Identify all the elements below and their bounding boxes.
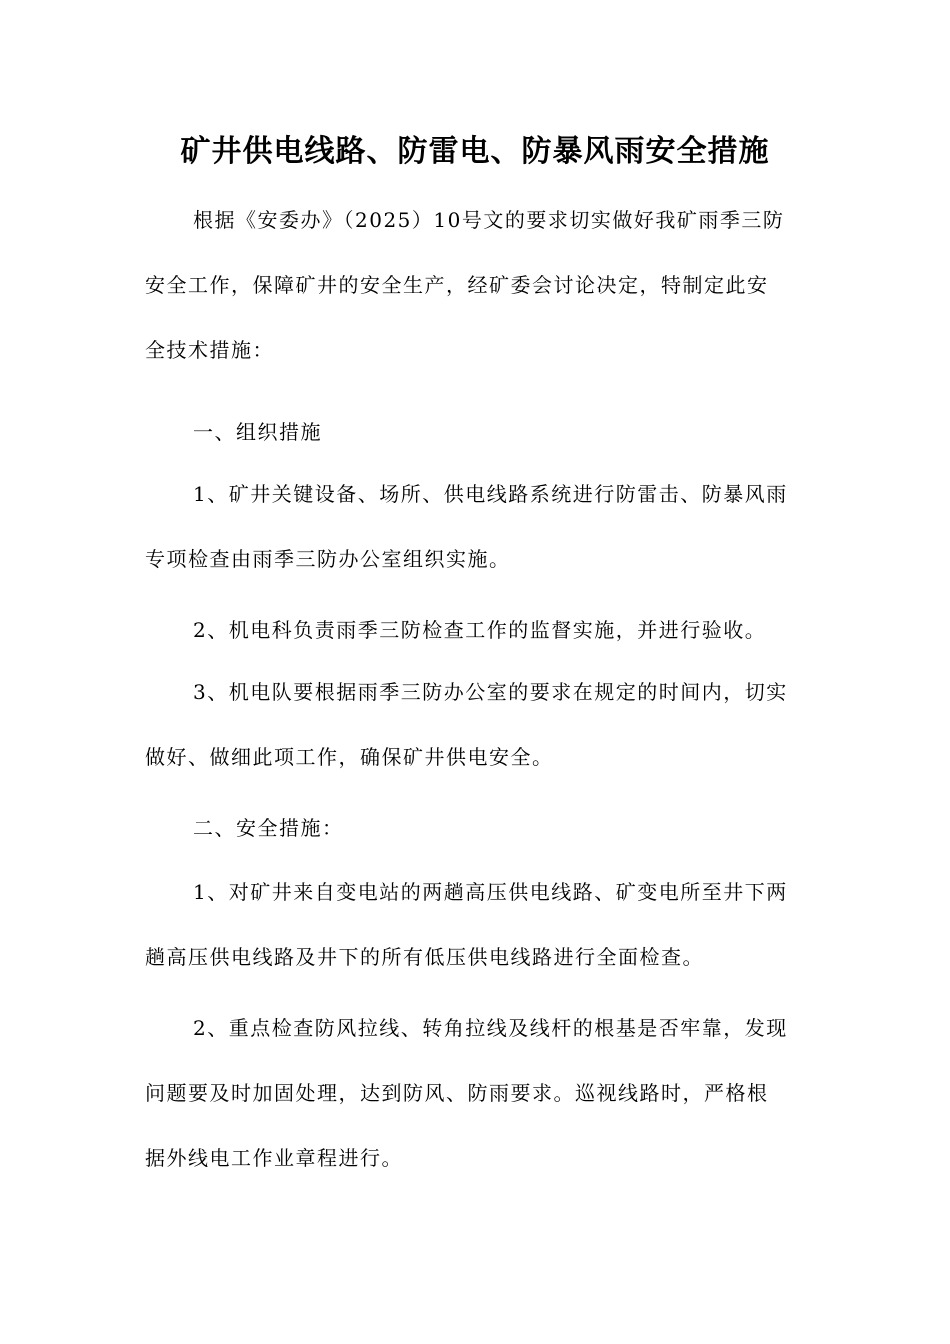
text-line: 1、对矿井来自变电站的两趟高压供电线路、矿变电所至井下两	[193, 880, 788, 904]
paragraph-safety-item-2	[145, 996, 810, 1191]
paragraph-org-item-1	[145, 462, 810, 592]
text-line: 趟高压供电线路及井下的所有低压供电线路进行全面检查。	[145, 945, 704, 969]
text-line: 安全工作，保障矿井的安全生产，经矿委会讨论决定，特制定此安	[145, 273, 769, 297]
text-line: 问题要及时加固处理，达到防风、防雨要求。巡视线路时，严格根	[145, 1081, 769, 1105]
text-line: 专项检查由雨季三防办公室组织实施。	[145, 547, 511, 571]
paragraph-org-item-3	[145, 660, 810, 790]
text-line: 一、组织措施	[193, 420, 322, 444]
text-line: 做好、做细此项工作，确保矿井供电安全。	[145, 745, 554, 769]
text-line: 二、安全措施：	[193, 816, 344, 840]
paragraph-intro	[145, 188, 810, 383]
section-heading-safety	[145, 796, 810, 861]
text-line: 根据《安委办》（2025）10号文的要求切实做好我矿雨季三防	[193, 208, 785, 232]
text-line: 1、矿井关键设备、场所、供电线路系统进行防雷击、防暴风雨	[193, 482, 788, 506]
paragraph-safety-item-1	[145, 860, 810, 990]
text-line: 2、机电科负责雨季三防检查工作的监督实施，并进行验收。	[193, 618, 767, 642]
document-title: 矿井供电线路、防雷电、防暴风雨安全措施	[180, 134, 770, 169]
section-heading-organization	[145, 400, 810, 465]
text-line: 全技术措施：	[145, 338, 274, 362]
text-line: 2、重点检查防风拉线、转角拉线及线杆的根基是否牢靠，发现	[193, 1016, 788, 1040]
text-line: 据外线电工作业章程进行。	[145, 1146, 403, 1170]
paragraph-org-item-2	[145, 598, 810, 663]
text-line: 3、机电队要根据雨季三防办公室的要求在规定的时间内，切实	[193, 680, 788, 704]
